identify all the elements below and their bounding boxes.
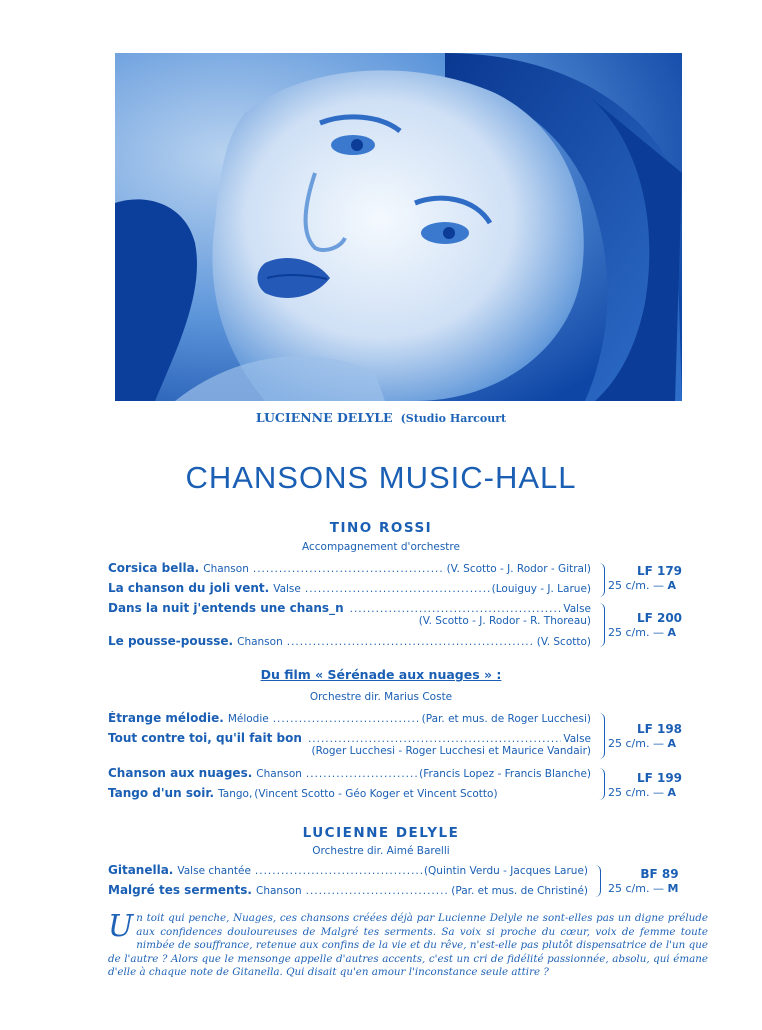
record-speed xyxy=(608,786,708,799)
song-title: Tango d'un soir. xyxy=(108,786,215,800)
song-row xyxy=(108,731,591,745)
description-paragraph xyxy=(108,909,708,980)
song-authors: (V. Scotto - J. Rodor - Gitral) xyxy=(446,563,591,575)
song-row xyxy=(108,601,591,615)
leader-dots xyxy=(306,885,450,897)
song-title: Tout contre toi, qu'il fait bon xyxy=(108,731,302,745)
grade: A xyxy=(667,626,676,639)
portrait-photo xyxy=(115,53,682,401)
speed-text: 25 c/m. — xyxy=(608,786,664,799)
grade: A xyxy=(667,786,676,799)
caption-credit: (Studio Harcourt xyxy=(400,412,507,425)
record-code: BF 89 xyxy=(640,867,679,881)
page-title: CHANSONS MUSIC-HALL xyxy=(185,460,577,495)
song-row xyxy=(108,786,591,800)
brace xyxy=(594,563,605,597)
song-title: Le pousse-pousse. xyxy=(108,634,234,648)
record-speed xyxy=(608,737,708,750)
song-title: Étrange mélodie. xyxy=(108,711,224,725)
photo-caption xyxy=(0,410,762,425)
song-authors: (Francis Lopez - Francis Blanche) xyxy=(419,768,591,780)
song-title: Malgré tes serments. xyxy=(108,883,252,897)
leader-dots xyxy=(306,768,417,780)
song-title: La chanson du joli vent. xyxy=(108,581,270,595)
grade: A xyxy=(667,579,676,592)
artist-sub-delyle: Orchestre dir. Aimé Barelli xyxy=(312,845,450,857)
song-kind: Mélodie xyxy=(227,713,269,725)
caption-name: LUCIENNE DELYLE xyxy=(255,410,393,425)
brace xyxy=(594,603,605,647)
film-heading: Du film « Sérénade aux nuages » : xyxy=(260,667,502,682)
grade: A xyxy=(667,737,676,750)
song-authors: Valse xyxy=(563,603,591,615)
song-authors: Valse xyxy=(563,733,591,745)
song-row xyxy=(108,766,591,780)
leader-dots xyxy=(350,603,562,615)
record-speed xyxy=(608,626,708,639)
record-code: LF 198 xyxy=(636,722,683,736)
song-kind: Chanson xyxy=(256,885,302,897)
song-authors: (Par. et mus. de Christiné) xyxy=(451,885,588,897)
song-title: Dans la nuit j'entends une chans_n xyxy=(108,601,344,615)
song-authors-line2: (V. Scotto - J. Rodor - R. Thoreau) xyxy=(418,615,591,627)
brace xyxy=(594,768,605,800)
artist-sub-rossi: Accompagnement d'orchestre xyxy=(302,541,460,553)
song-authors: (Vincent Scotto - Géo Koger et Vincent Scotto) xyxy=(254,788,498,800)
song-row xyxy=(108,581,591,595)
film-sub: Orchestre dir. Marius Coste xyxy=(309,691,453,703)
song-row xyxy=(108,883,588,897)
brace xyxy=(590,865,601,897)
leader-dots xyxy=(287,636,535,648)
song-title: Corsica bella. xyxy=(108,561,200,575)
song-row xyxy=(108,561,591,575)
drop-cap: U xyxy=(108,909,134,944)
record-code: LF 199 xyxy=(636,771,683,785)
leader-dots xyxy=(253,563,445,575)
record-code: LF 200 xyxy=(636,611,683,625)
song-kind: Valse xyxy=(273,583,301,595)
leader-dots xyxy=(273,713,420,725)
song-kind: Chanson xyxy=(237,636,283,648)
speed-text: 25 c/m. — xyxy=(608,626,664,639)
leader-dots xyxy=(308,733,561,745)
speed-text: 25 c/m. — xyxy=(608,579,664,592)
song-authors: (Louiguy - J. Larue) xyxy=(491,583,591,595)
song-kind: Valse chantée xyxy=(177,865,251,877)
speed-text: 25 c/m. — xyxy=(608,882,664,895)
song-authors: (Par. et mus. de Roger Lucchesi) xyxy=(421,713,591,725)
record-speed xyxy=(608,579,708,592)
song-row xyxy=(108,634,591,648)
song-title: Chanson aux nuages. xyxy=(108,766,253,780)
record-code: LF 179 xyxy=(636,564,683,578)
song-row xyxy=(108,711,591,725)
song-authors: (V. Scotto) xyxy=(536,636,591,648)
song-kind: Tango, xyxy=(218,788,253,800)
artist-heading-delyle: LUCIENNE DELYLE xyxy=(302,825,460,841)
brace xyxy=(594,713,605,759)
song-authors-line2: (Roger Lucchesi - Roger Lucchesi et Maurice Vandair) xyxy=(311,745,591,757)
speed-text: 25 c/m. — xyxy=(608,737,664,750)
artist-heading-rossi: TINO ROSSI xyxy=(329,520,433,536)
grade: M xyxy=(667,882,679,895)
song-title: Gitanella. xyxy=(108,863,174,877)
leader-dots xyxy=(305,583,490,595)
song-kind: Chanson xyxy=(203,563,249,575)
song-kind: Chanson xyxy=(256,768,302,780)
song-authors: (Quintin Verdu - Jacques Larue) xyxy=(423,865,588,877)
paragraph-text: n toit qui penche, Nuages, ces chansons créées déjà par Lucienne Delyle ne sont-elles pas un digne prélude aux confidences douloureuses de Malgré tes serments. Sa voix si proche du cœur, voix de femme toute nimbée de souffrance, retenue aux confins de la vie et du rêve, n'est-elle pas plutôt dispensatrice de l'un que de l'autre ? Alors que le mensonge appelle d'autres accents, c'est un cri de fidélité passionnée, absolu, qui émane d'elle à chaque note de Gitanella. Qui disait qu'en amour l'inconstance seule attire ? xyxy=(108,912,708,978)
leader-dots xyxy=(255,865,422,877)
song-row xyxy=(108,863,588,877)
record-speed xyxy=(608,882,708,895)
